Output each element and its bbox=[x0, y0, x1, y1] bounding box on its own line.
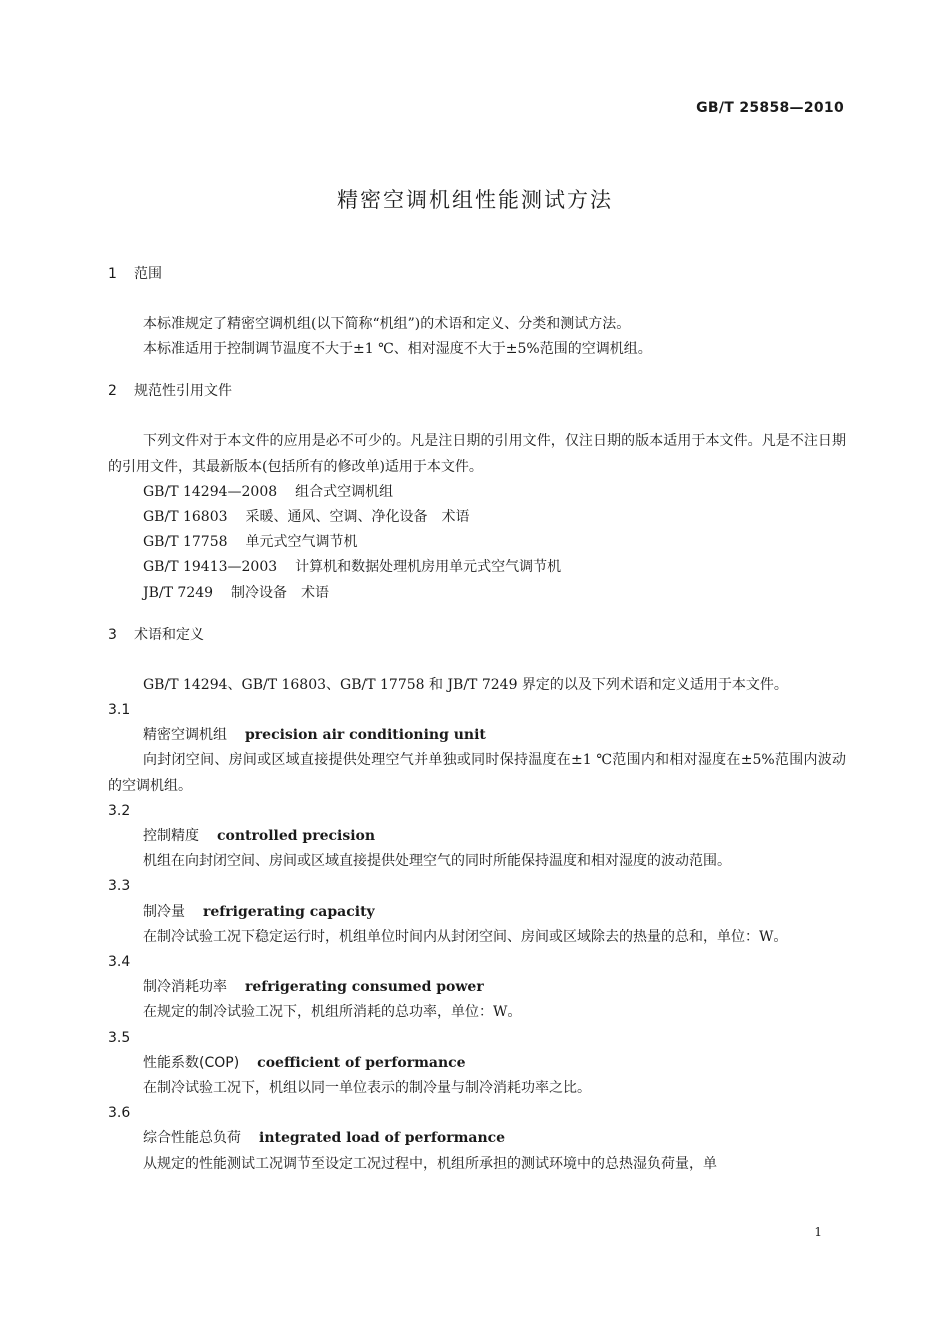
document-title: 精密空调机组性能测试方法 bbox=[337, 188, 613, 212]
term-heading bbox=[108, 975, 846, 1000]
section-title: 规范性引用文件 bbox=[134, 383, 232, 400]
term-number: 3.3 bbox=[108, 878, 131, 895]
term-zh: 综合性能总负荷 bbox=[143, 1130, 241, 1147]
paragraph: 下列文件对于本文件的应用是必不可少的。凡是注日期的引用文件，仅注日期的版本适用于本文件。凡是不注日期的引用文件，其最新版本(包括所有的修改单)适用于本文件。 bbox=[108, 433, 846, 475]
term-en: refrigerating consumed power bbox=[245, 979, 484, 996]
section-3-heading bbox=[108, 623, 846, 648]
section-title: 术语和定义 bbox=[134, 626, 204, 643]
reference-item bbox=[108, 555, 846, 580]
reference-item bbox=[108, 480, 846, 505]
reference-name: 计算机和数据处理机房用单元式空气调节机 bbox=[295, 559, 562, 576]
term-definition: 在制冷试验工况下稳定运行时，机组单位时间内从封闭空间、房间或区域除去的热量的总和，单位：W。 bbox=[143, 928, 788, 945]
term-number: 3.2 bbox=[108, 802, 131, 819]
term-definition: 向封闭空间、房间或区域直接提供处理空气并单独或同时保持温度在±1 ℃范围内和相对湿度在±5%范围内波动的空调机组。 bbox=[108, 752, 846, 794]
term-en: coefficient of performance bbox=[257, 1054, 466, 1071]
reference-code: GB/T 14294—2008 bbox=[143, 483, 278, 500]
term-number: 3.1 bbox=[108, 702, 131, 719]
term-en: controlled precision bbox=[217, 828, 376, 845]
paragraph: 本标准规定了精密空调机组(以下简称“机组”)的术语和定义、分类和测试方法。 bbox=[143, 316, 631, 332]
term-number: 3.5 bbox=[108, 1029, 131, 1046]
term-heading bbox=[108, 824, 846, 849]
document-code: GB/T 25858—2010 bbox=[696, 100, 844, 116]
term-definition: 机组在向封闭空间、房间或区域直接提供处理空气的同时所能保持温度和相对湿度的波动范围。 bbox=[143, 853, 731, 870]
reference-code: JB/T 7249 bbox=[143, 584, 214, 601]
reference-name: 单元式空气调节机 bbox=[245, 534, 358, 551]
reference-item bbox=[108, 581, 846, 606]
page-number: 1 bbox=[814, 1225, 822, 1239]
reference-item bbox=[108, 505, 846, 530]
paragraph: 本标准适用于控制调节温度不大于±1 ℃、相对湿度不大于±5%范围的空调机组。 bbox=[143, 341, 652, 358]
reference-name: 制冷设备 术语 bbox=[231, 584, 330, 601]
term-zh: 控制精度 bbox=[143, 828, 199, 845]
term-number: 3.4 bbox=[108, 954, 131, 971]
document-body bbox=[108, 262, 846, 1177]
reference-code: GB/T 16803 bbox=[143, 509, 228, 526]
term-zh: 性能系数(COP) bbox=[143, 1054, 240, 1071]
section-number: 2 bbox=[108, 383, 117, 400]
term-en: integrated load of performance bbox=[259, 1130, 506, 1147]
term-definition: 在规定的制冷试验工况下，机组所消耗的总功率，单位：W。 bbox=[143, 1004, 522, 1021]
term-en: precision air conditioning unit bbox=[245, 727, 486, 744]
term-number: 3.6 bbox=[108, 1105, 131, 1122]
section-number: 3 bbox=[108, 626, 117, 643]
section-title: 范围 bbox=[134, 266, 162, 282]
term-heading bbox=[108, 1126, 846, 1151]
section-number: 1 bbox=[108, 266, 117, 282]
term-zh: 制冷量 bbox=[143, 903, 185, 920]
term-heading bbox=[108, 723, 846, 748]
reference-name: 组合式空调机组 bbox=[295, 483, 394, 500]
term-definition: 从规定的性能测试工况调节至设定工况过程中，机组所承担的测试环境中的总热湿负荷量，单 bbox=[143, 1155, 717, 1172]
term-heading bbox=[108, 900, 846, 925]
paragraph: GB/T 14294、GB/T 16803、GB/T 17758 和 JB/T 7249 界定的以及下列术语和定义适用于本文件。 bbox=[143, 676, 788, 693]
reference-name: 采暖、通风、空调、净化设备 术语 bbox=[245, 509, 470, 526]
term-en: refrigerating capacity bbox=[203, 903, 375, 920]
term-definition: 在制冷试验工况下，机组以同一单位表示的制冷量与制冷消耗功率之比。 bbox=[143, 1080, 591, 1097]
term-zh: 精密空调机组 bbox=[143, 727, 227, 744]
reference-code: GB/T 17758 bbox=[143, 534, 228, 551]
reference-code: GB/T 19413—2003 bbox=[143, 559, 278, 576]
reference-item bbox=[108, 530, 846, 555]
section-1-heading bbox=[108, 262, 846, 287]
term-heading bbox=[108, 1051, 846, 1076]
term-zh: 制冷消耗功率 bbox=[143, 979, 227, 996]
section-2-heading bbox=[108, 379, 846, 404]
